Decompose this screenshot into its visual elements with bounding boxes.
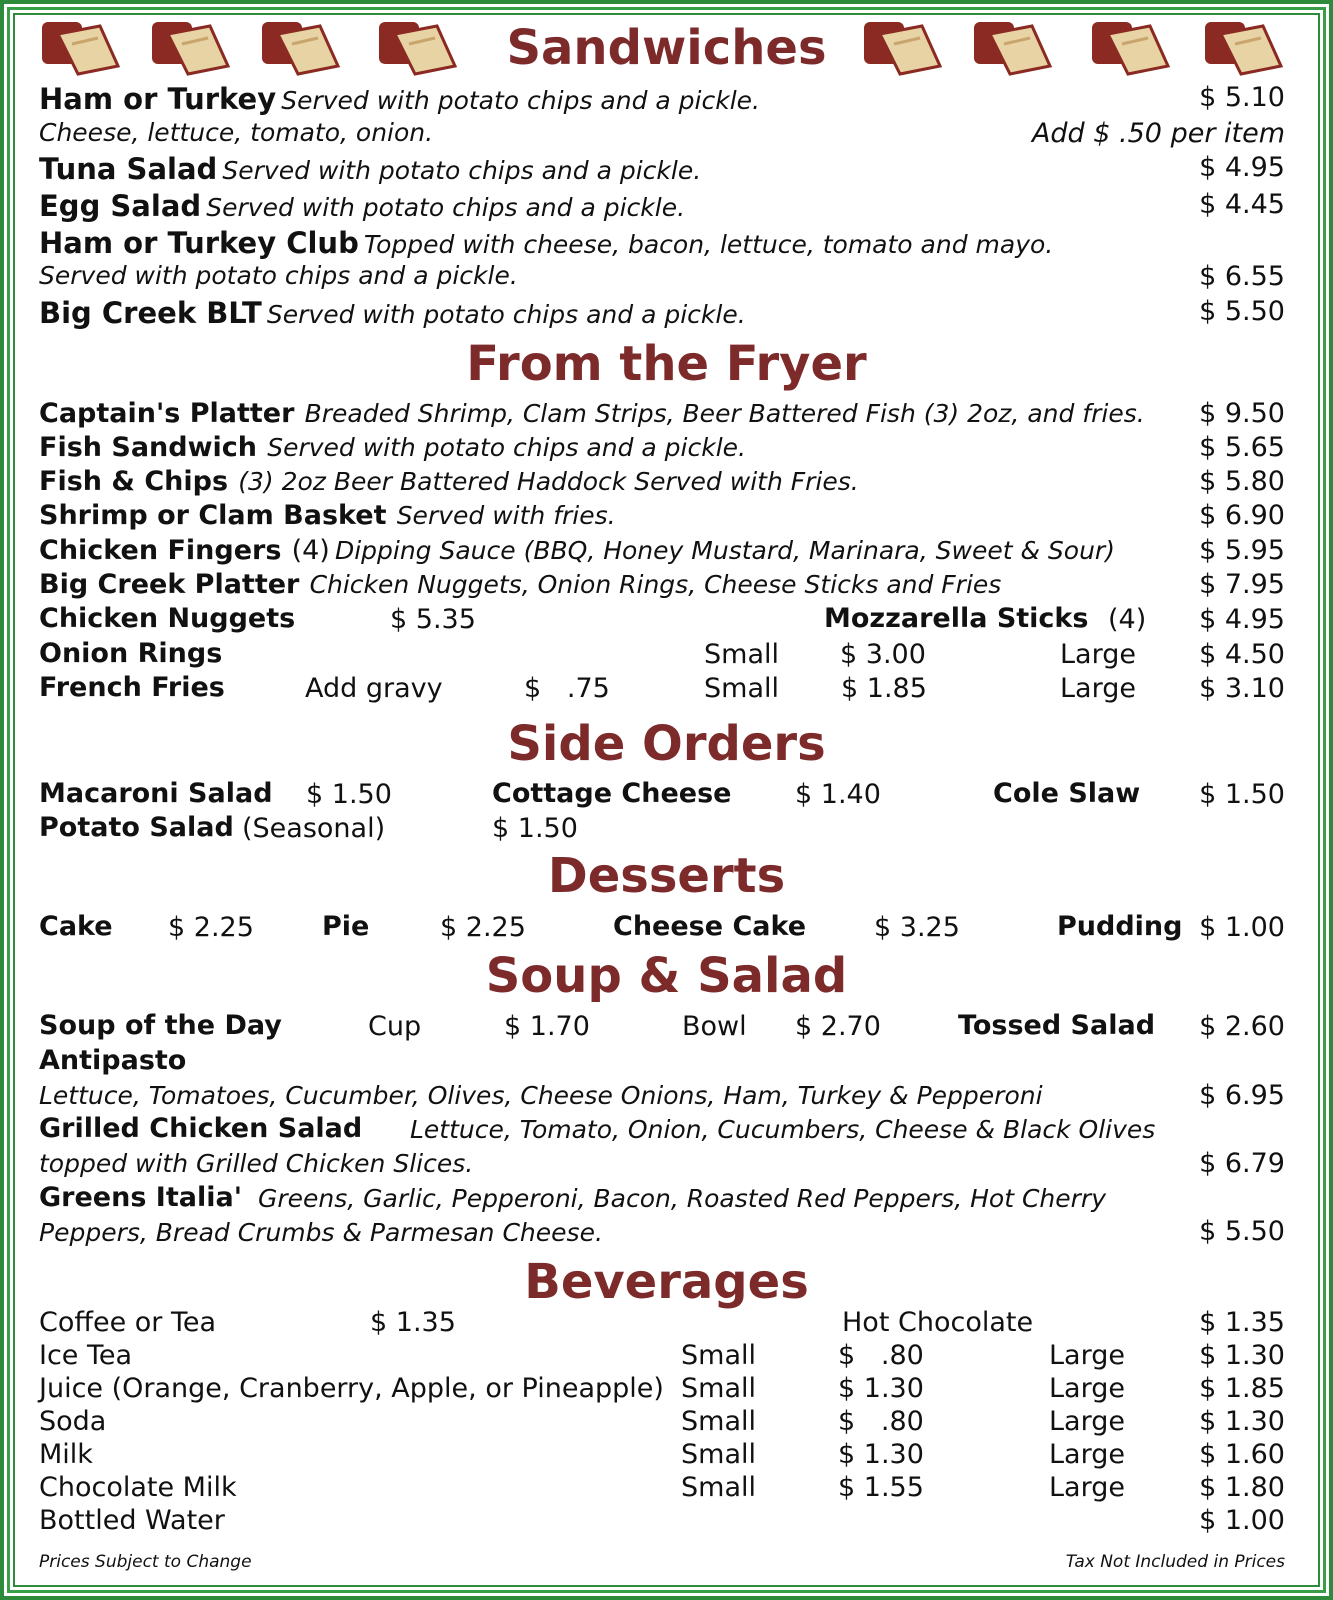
item-price: $ 1.30 <box>1199 1406 1285 1437</box>
item-price: $ 1.80 <box>1199 1472 1285 1503</box>
item-name: Ham or Turkey Club <box>39 226 359 260</box>
section-title-soup: Soup & Salad <box>485 948 848 1004</box>
item-name: Tuna Salad <box>39 152 218 186</box>
item-name: Tossed Salad <box>958 1010 1156 1041</box>
item-price: $ 3.25 <box>874 912 960 943</box>
item-name: Milk <box>39 1439 93 1470</box>
table-row <box>0 1340 1333 1373</box>
table-row <box>0 1406 1333 1439</box>
item-price: $ 6.55 <box>1199 261 1285 292</box>
size-label: Cup <box>368 1011 422 1042</box>
item-desc: Served with potato chips and a pickle. <box>281 86 760 115</box>
menu-item <box>39 189 1285 223</box>
item-price: $ 1.50 <box>1199 779 1285 810</box>
item-price: $ 5.95 <box>1199 535 1285 566</box>
item-desc: Lettuce, Tomato, Onion, Cucumbers, Cheese & Black Olives <box>410 1115 1156 1144</box>
item-price: $ 1.00 <box>1199 1505 1285 1536</box>
item-name: Potato Salad <box>39 812 234 843</box>
size-label: Small <box>681 1340 756 1371</box>
menu-item <box>39 398 1285 432</box>
item-price: $ 4.45 <box>1199 189 1285 220</box>
item-price: $ 5.65 <box>1199 432 1285 463</box>
item-name: Cheese Cake <box>613 911 807 942</box>
item-price: $ 2.25 <box>440 912 526 943</box>
menu-item <box>39 500 1285 534</box>
menu-item-note <box>39 261 1285 295</box>
item-desc: Peppers, Bread Crumbs & Parmesan Cheese. <box>39 1218 603 1247</box>
item-desc: Dipping Sauce (BBQ, Honey Mustard, Marinara, Sweet & Sour) <box>334 536 1115 565</box>
item-name: Pie <box>322 911 370 942</box>
item-desc: Served with potato chips and a pickle. <box>267 433 746 462</box>
item-price: $ 4.95 <box>1199 152 1285 183</box>
size-label: Small <box>704 673 779 704</box>
item-price: $ 3.00 <box>840 639 926 670</box>
item-name: Pudding <box>1057 911 1183 942</box>
item-desc: topped with Grilled Chicken Slices. <box>39 1149 474 1178</box>
table-row <box>0 1373 1333 1406</box>
item-price: $ 3.10 <box>1199 673 1285 704</box>
item-price: $ 1.00 <box>1199 912 1285 943</box>
item-name: Greens Italia' <box>39 1182 242 1213</box>
addon-label: Add gravy <box>305 673 443 704</box>
item-desc: Served with potato chips and a pickle. <box>222 156 702 185</box>
item-name: Bottled Water <box>39 1505 225 1536</box>
item-name: Onion Rings <box>39 638 223 669</box>
item-qty: (4) <box>1108 604 1147 635</box>
menu-item <box>39 296 1285 330</box>
item-qty: (4) <box>291 535 330 566</box>
item-desc: Topped with cheese, bacon, lettuce, tomato and mayo. <box>363 230 1054 259</box>
item-price: Add $ .50 per item <box>1031 118 1285 149</box>
item-price: $ 1.50 <box>492 813 578 844</box>
item-desc: (3) 2oz Beer Battered Haddock Served with Fries. <box>238 467 859 496</box>
menu-item <box>39 226 1285 260</box>
item-price: $ 1.60 <box>1199 1439 1285 1470</box>
item-price: $ 9.50 <box>1199 398 1285 429</box>
item-desc: Greens, Garlic, Pepperoni, Bacon, Roasted Red Peppers, Hot Cherry <box>258 1184 1106 1213</box>
item-price: $ 2.70 <box>795 1011 881 1042</box>
item-name: Shrimp or Clam Basket <box>39 500 387 531</box>
item-name: Egg Salad <box>39 189 202 223</box>
item-name: Mozzarella Sticks <box>824 603 1089 634</box>
size-label: Large <box>1060 639 1136 670</box>
item-price: $ 2.60 <box>1199 1011 1285 1042</box>
item-name: Chicken Fingers <box>39 535 282 566</box>
item-price: $ 1.30 <box>838 1373 924 1404</box>
item-name: Big Creek BLT <box>39 296 262 330</box>
item-price: $ 2.25 <box>168 912 254 943</box>
item-price: $ 1.35 <box>1199 1307 1285 1338</box>
menu-item-note <box>39 118 1285 152</box>
section-title-sandwiches: Sandwiches <box>506 20 827 76</box>
size-label: Large <box>1049 1340 1125 1371</box>
section-title-desserts: Desserts <box>547 848 786 904</box>
item-price: $ 4.50 <box>1199 639 1285 670</box>
item-price: $ 1.30 <box>1199 1340 1285 1371</box>
item-name: Coffee or Tea <box>39 1307 217 1338</box>
size-label: Small <box>681 1373 756 1404</box>
item-name: Macaroni Salad <box>39 778 273 809</box>
item-name: Cottage Cheese <box>492 778 732 809</box>
item-name: Fish Sandwich <box>39 432 258 463</box>
item-price: $ 7.95 <box>1199 569 1285 600</box>
item-price: $ 5.35 <box>390 604 476 635</box>
item-name: Big Creek Platter <box>39 569 300 600</box>
item-name: Soup of the Day <box>39 1010 282 1041</box>
item-price: $ 6.90 <box>1199 500 1285 531</box>
item-name: French Fries <box>39 672 225 703</box>
size-label: Large <box>1049 1406 1125 1437</box>
menu-item <box>39 432 1285 466</box>
footer-note-right: Tax Not Included in Prices <box>1065 1552 1285 1572</box>
table-row <box>0 1505 1333 1538</box>
item-name: Chicken Nuggets <box>39 603 296 634</box>
item-name: Soda <box>39 1406 107 1437</box>
item-name: Cole Slaw <box>993 778 1141 809</box>
item-name: Antipasto <box>39 1045 187 1076</box>
item-price: $ .75 <box>524 673 610 704</box>
item-name: Chocolate Milk <box>39 1472 237 1503</box>
size-label: Large <box>1060 673 1136 704</box>
item-price: $ 5.80 <box>1199 466 1285 497</box>
section-title-beverages: Beverages <box>524 1254 809 1310</box>
size-label: Large <box>1049 1472 1125 1503</box>
menu-item <box>39 569 1285 603</box>
item-desc: Cheese, lettuce, tomato, onion. <box>39 118 434 147</box>
beverage-table <box>0 1340 1333 1540</box>
item-price: $ .80 <box>838 1340 924 1371</box>
size-label: Small <box>704 639 779 670</box>
item-name: Ice Tea <box>39 1340 133 1371</box>
item-price: $ 4.95 <box>1199 604 1285 635</box>
item-name: Grilled Chicken Salad <box>39 1113 363 1144</box>
item-price: $ 1.50 <box>306 779 392 810</box>
item-desc: Chicken Nuggets, Onion Rings, Cheese Sticks and Fries <box>309 570 1002 599</box>
item-price: $ 1.85 <box>841 673 927 704</box>
item-price: $ 1.35 <box>370 1307 456 1338</box>
item-desc: Breaded Shrimp, Clam Strips, Beer Battered Fish (3) 2oz, and fries. <box>304 399 1145 428</box>
item-name: Juice (Orange, Cranberry, Apple, or Pineapple) <box>39 1373 664 1404</box>
item-desc: Served with potato chips and a pickle. <box>266 300 746 329</box>
item-price: $ 1.30 <box>838 1439 924 1470</box>
item-desc: Lettuce, Tomatoes, Cucumber, Olives, Cheese Onions, Ham, Turkey & Pepperoni <box>39 1081 1043 1110</box>
item-price: $ 1.85 <box>1199 1373 1285 1404</box>
item-name: Ham or Turkey <box>39 82 277 116</box>
item-desc: Served with potato chips and a pickle. <box>39 261 518 290</box>
footer-note-left: Prices Subject to Change <box>39 1552 252 1572</box>
item-name: Cake <box>39 911 113 942</box>
size-label: Large <box>1049 1373 1125 1404</box>
item-desc: Served with potato chips and a pickle. <box>206 193 686 222</box>
item-name: Captain's Platter <box>39 398 295 429</box>
item-price: $ 1.55 <box>838 1472 924 1503</box>
item-price: $ 1.70 <box>504 1011 590 1042</box>
menu-item <box>39 535 1285 569</box>
menu-item <box>39 466 1285 500</box>
item-price: $ .80 <box>838 1406 924 1437</box>
item-price: $ 6.79 <box>1199 1148 1285 1179</box>
size-label: Small <box>681 1439 756 1470</box>
table-row <box>0 1472 1333 1505</box>
item-price: $ 5.50 <box>1199 296 1285 327</box>
menu-item <box>39 82 1285 116</box>
item-price: $ 6.95 <box>1199 1080 1285 1111</box>
section-title-sides: Side Orders <box>507 716 826 772</box>
size-label: Large <box>1049 1439 1125 1470</box>
item-desc: Served with fries. <box>396 501 616 530</box>
item-price: $ 5.10 <box>1199 82 1285 113</box>
size-label: Small <box>681 1406 756 1437</box>
menu-item <box>39 152 1285 186</box>
item-name: Hot Chocolate <box>842 1307 1034 1338</box>
table-row <box>0 1439 1333 1472</box>
item-price: $ 5.50 <box>1199 1216 1285 1247</box>
item-note: (Seasonal) <box>242 813 386 844</box>
item-name: Fish & Chips <box>39 466 229 497</box>
size-label: Bowl <box>682 1011 747 1042</box>
section-title-fryer: From the Fryer <box>466 336 867 392</box>
item-price: $ 1.40 <box>795 779 881 810</box>
size-label: Small <box>681 1472 756 1503</box>
